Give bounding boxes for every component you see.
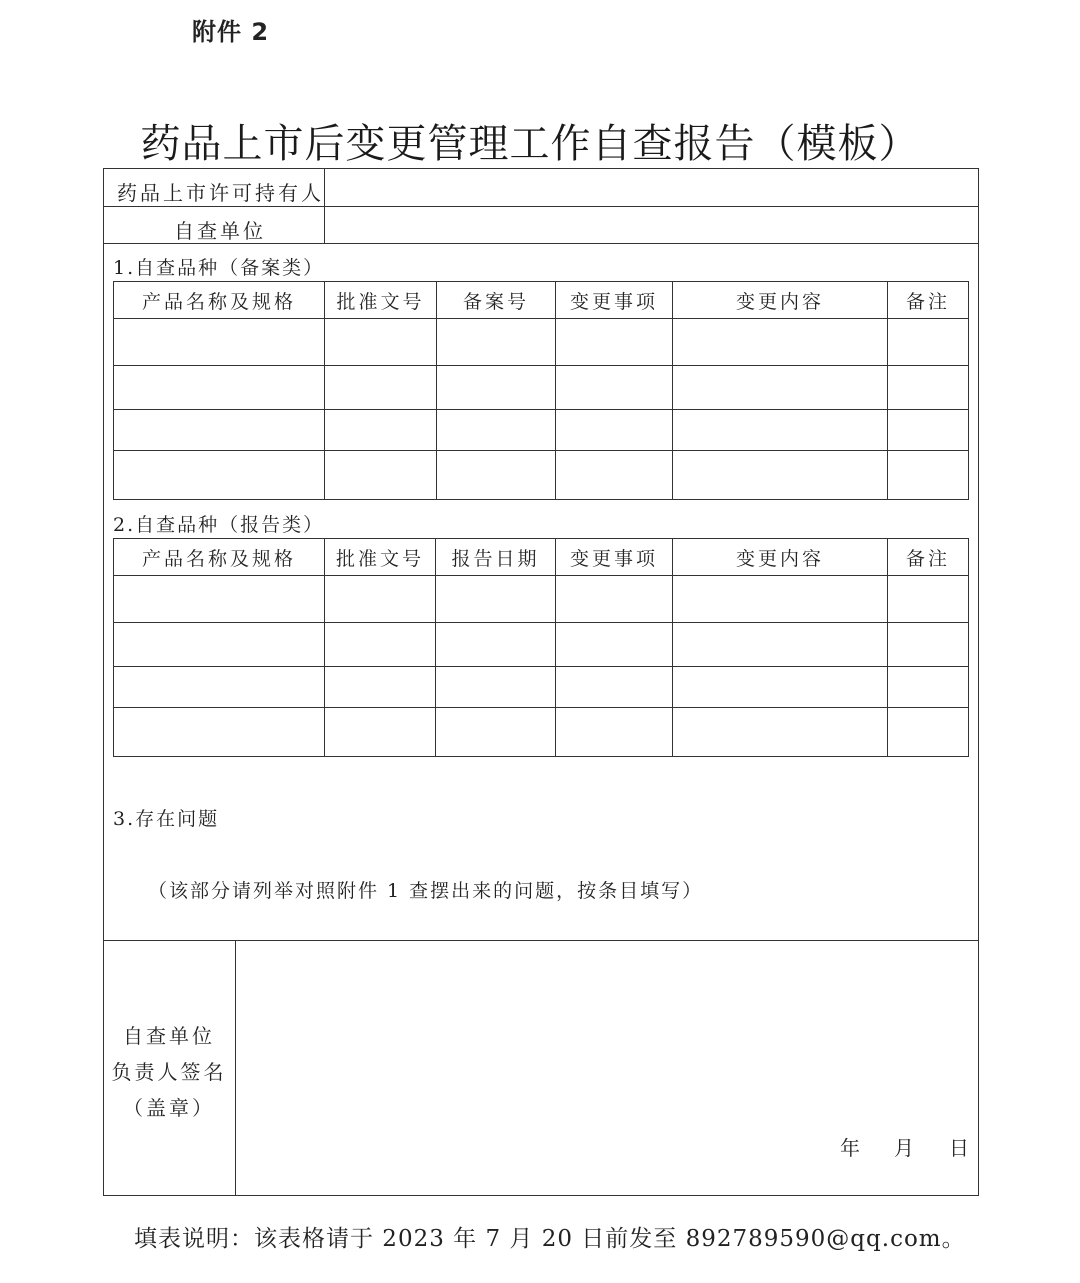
table-cell[interactable] — [556, 451, 673, 500]
column-divider — [235, 940, 236, 1196]
table-row — [114, 667, 969, 708]
table-cell[interactable] — [888, 576, 969, 623]
col-header-report-date: 报告日期 — [436, 539, 556, 576]
col-header-product: 产品名称及规格 — [114, 282, 325, 319]
col-header-approval-number: 批准文号 — [325, 282, 437, 319]
table-cell[interactable] — [325, 410, 437, 451]
table-cell[interactable] — [436, 623, 556, 667]
col-header-product: 产品名称及规格 — [114, 539, 325, 576]
table-cell[interactable] — [325, 667, 436, 708]
table-cell[interactable] — [673, 667, 888, 708]
table-cell[interactable] — [888, 451, 969, 500]
filing-table — [113, 281, 969, 500]
table-cell[interactable] — [114, 366, 325, 410]
table-cell[interactable] — [888, 410, 969, 451]
table-cell[interactable] — [673, 708, 888, 757]
table-row — [114, 410, 969, 451]
unit-label: 自查单位 — [174, 219, 266, 243]
table-row — [114, 366, 969, 410]
table-cell[interactable] — [325, 576, 436, 623]
table-cell[interactable] — [888, 623, 969, 667]
holder-field[interactable] — [340, 177, 960, 201]
table-cell[interactable] — [556, 576, 673, 623]
signature-field[interactable] — [260, 980, 960, 1110]
table-cell[interactable] — [437, 451, 556, 500]
col-header-filing-number: 备案号 — [437, 282, 556, 319]
signature-label — [104, 1018, 234, 1126]
table-cell[interactable] — [556, 410, 673, 451]
table-cell[interactable] — [888, 708, 969, 757]
table-cell[interactable] — [437, 366, 556, 410]
unit-field[interactable] — [340, 215, 960, 239]
table-cell[interactable] — [556, 708, 673, 757]
signature-label-line2: 负责人签名 — [111, 1060, 227, 1084]
col-header-change-content: 变更内容 — [673, 282, 888, 319]
page-title: 药品上市后变更管理工作自查报告（模板） — [140, 121, 920, 167]
table-cell[interactable] — [556, 667, 673, 708]
table-cell[interactable] — [325, 451, 437, 500]
table-row — [114, 576, 969, 623]
col-header-change-item: 变更事项 — [556, 282, 673, 319]
col-header-change-item: 变更事项 — [556, 539, 673, 576]
table-header-row — [114, 282, 969, 319]
row-divider — [103, 206, 979, 207]
section2-title: 2.自查品种（报告类） — [113, 514, 325, 536]
table-cell[interactable] — [325, 623, 436, 667]
fill-instructions: 填表说明：该表格请于 2023 年 7 月 20 日前发至 892789590@qq.com。 — [134, 1226, 966, 1252]
section3-title: 3.存在问题 — [113, 808, 220, 830]
table-cell[interactable] — [673, 410, 888, 451]
col-header-approval-number: 批准文号 — [325, 539, 436, 576]
table-cell[interactable] — [436, 667, 556, 708]
report-table — [113, 538, 969, 757]
table-cell[interactable] — [325, 708, 436, 757]
table-row — [114, 623, 969, 667]
date-day: 日 — [949, 1136, 969, 1160]
table-cell[interactable] — [888, 366, 969, 410]
col-header-remarks: 备注 — [888, 282, 969, 319]
table-cell[interactable] — [673, 576, 888, 623]
section1-title: 1.自查品种（备案类） — [113, 257, 325, 279]
table-cell[interactable] — [114, 667, 325, 708]
table-cell[interactable] — [114, 708, 325, 757]
table-cell[interactable] — [114, 576, 325, 623]
table-cell[interactable] — [556, 319, 673, 366]
table-header-row — [114, 539, 969, 576]
issues-field[interactable] — [150, 908, 950, 932]
table-row — [114, 451, 969, 500]
table-cell[interactable] — [436, 576, 556, 623]
section3-note: （该部分请列举对照附件 1 查摆出来的问题，按条目填写） — [148, 880, 704, 902]
table-row — [114, 708, 969, 757]
col-header-change-content: 变更内容 — [673, 539, 888, 576]
table-cell[interactable] — [888, 319, 969, 366]
table-cell[interactable] — [888, 667, 969, 708]
signature-label-line3: （盖章） — [123, 1096, 215, 1120]
table-cell[interactable] — [114, 451, 325, 500]
table-cell[interactable] — [325, 366, 437, 410]
table-cell[interactable] — [673, 623, 888, 667]
table-cell[interactable] — [673, 319, 888, 366]
table-cell[interactable] — [437, 319, 556, 366]
table-cell[interactable] — [325, 319, 437, 366]
table-cell[interactable] — [673, 366, 888, 410]
table-cell[interactable] — [437, 410, 556, 451]
col-header-remarks: 备注 — [888, 539, 969, 576]
date-month: 月 — [894, 1136, 914, 1160]
date-year: 年 — [840, 1136, 860, 1160]
table-cell[interactable] — [673, 451, 888, 500]
table-cell[interactable] — [436, 708, 556, 757]
table-cell[interactable] — [114, 623, 325, 667]
signature-label-line1: 自查单位 — [123, 1024, 215, 1048]
table-cell[interactable] — [556, 623, 673, 667]
table-row — [114, 319, 969, 366]
table-cell[interactable] — [556, 366, 673, 410]
table-cell[interactable] — [114, 410, 325, 451]
holder-label: 药品上市许可持有人 — [117, 181, 324, 205]
table-cell[interactable] — [114, 319, 325, 366]
column-divider — [324, 168, 325, 243]
attachment-label: 附件 2 — [192, 18, 270, 46]
